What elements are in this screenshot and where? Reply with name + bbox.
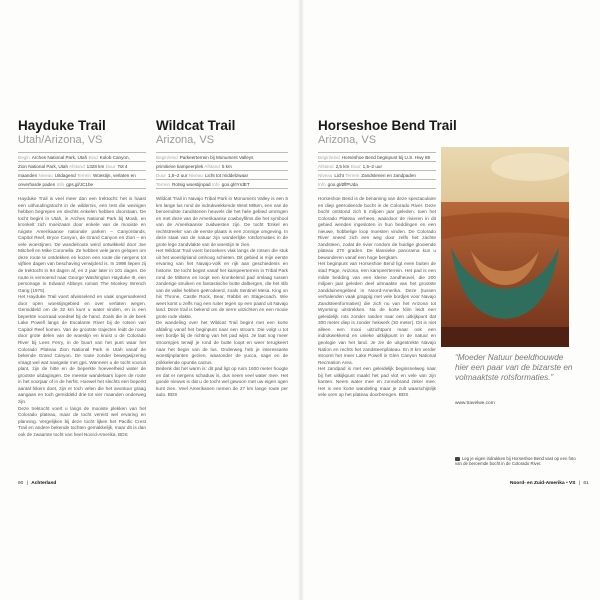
fact-value: onverharde paden xyxy=(18,181,57,187)
fact-key: Duur xyxy=(105,163,116,169)
fact-value: Licht tot middelzwaar xyxy=(204,172,249,178)
source-website: www.travelwe.com xyxy=(455,401,495,406)
fact-key: Duur xyxy=(350,163,361,169)
fact-value: 1328 km xyxy=(86,163,106,169)
fact-row xyxy=(156,171,288,180)
fact-row xyxy=(18,162,146,171)
body-paragraph: De wandeling over het Wildcat Trail begint met een korte afdaling vanaf het beginpunt naar een stroom. Die volgt u tot een bordje bij de richting van het pad wijst. Je laat nog meer stroompjes terwijl je rond de butte loopt en weer terugkeert naar het begin van de lus. Onderweg heb je interessante woestijnplanten gezien, waaronder de yucca, sage en de prikkelende opuntia cactus. xyxy=(156,320,288,365)
body-paragraph: Het Hayduke Trail voert afwisselend en vaak ongemarkeerd door open woestijngebied en over verlaten wegen. Gemiddeld om de 32 km kunt u water vinden, en is een beperkte voorraad voedsel bij de hand. Zoals die in de beek Lake Powell langs de Escalante River bij de rotsen van Capitol Reef komen. Van de grootste trajecten leidt de route door grote delen van de woestijn en kruist u de Colorado River bij Lees Ferry, in de buurt van het punt waar het Colorado Plateau Zion National Park in Utah vanaf de bekende Grand Canyon. De route zonder bewegwijzering vraagt wel wat navigatie met gps. Wanneer u de tocht vooruit plant, zijn de hitte en de beperkte hoeveelheid water de grootste uitdagingen. De meeste wandelaars lopen de route in het voorjaar of in de herfst. Hoewel het slechts een beperkt aantal hikers doet, zijn er toch velen die het avontuur graag aangaan en toch gemiddeld drie tot vier maanden onderweg zijn. xyxy=(18,294,146,404)
fact-key: Afstand xyxy=(204,163,220,169)
body-paragraph: Wildcat Trail in Navajo Tribal Park in Monument Valley is een 5 km lange lus rond de indrukwekkende West Mitten, een van de beroemdste zandstenen heuvels die het hele gebied omringen en met deze van de Amerikaanse cowboyfilms die het symbool van de Amerikaanse zuidwesten zijn. De tocht 'Enkel en rechtstreeks' van de eerste plaats is een zonnige omgeving. In deze staat van de natuur zijn wonderlijke rotsformaties in de grote lege zandvlakte van de woestijn te zien. xyxy=(156,196,288,247)
body-paragraph: Horseshoe Bend is de benaming van deze spectaculaire en diep geërodeerde bocht in de Colorado River. Deze bocht ontstond zich 5 miljoen jaar geleden, toen het Colorado Plateau verhees, waardoor de rivieren in dit gebied wenden ingesloten in hun beddingen en een nieuwe, hobbelige loop moesten vinden. De Colorado River sneed zich een weg door zelfs het zachte zandsteen, zodat de rivier rondom de huidige glooiende plateau 270 graden. De klassieke panorama kun u bewonderen vanaf een hoge bergkam. xyxy=(318,196,436,260)
fact-key: Niveau xyxy=(188,172,203,178)
page-gutter xyxy=(298,0,304,600)
fact-value: gps.gl/JC1be xyxy=(66,181,94,187)
fact-value: Horseshoe Bend beginpunt bij U.S. Hwy 89 xyxy=(341,154,431,160)
body-paragraph: Hayduke Trail is veel meer dan een trektocht: het is haast een uithoudingstocht in de wildernis, een test die weinigen hebben begrepen en slechts enkelen hebben doorstaan. De tocht begint in Utah, in Arches National Park bij Moab, en kronkelt zich moeizaam door enkele van de mooiste en ruigste Amerikaanse nationale parken – Canyonlands, Capitol Reef, Bryce Canyon, de Grand Canyon en Zion – en vele woestijnen. De wandelroute werd ontwikkeld door Joe Mitchell en Mike Coronella. Ze hebben vele jaren gelopen om deze route te ontdekken en kozen een route die nergens tot vijftien dagen van beschaving verwijderd is. In 1998 liepen zij de trektocht in 94 dagen af, en 2 jaar later in 101 dagen. De route is vernoemd naar George Washington Hayduke III, een personage in Edward Abbeys roman The Monkey Wrench Gang (1975). xyxy=(18,196,146,293)
horseshoe-subtitle: Arizona, VS xyxy=(318,134,377,146)
fact-key: Terrein xyxy=(76,172,91,178)
horseshoe-facts xyxy=(318,152,436,189)
fact-value: Zion National Park, Utah xyxy=(18,163,70,169)
fact-row xyxy=(318,171,436,180)
fact-key: Niveau xyxy=(318,172,333,178)
canyon-illustration xyxy=(441,147,569,347)
right-region-name: VS xyxy=(569,481,576,486)
fact-value: Kolob Canyon, xyxy=(99,154,130,160)
photo-caption xyxy=(455,456,580,466)
fact-row xyxy=(318,162,436,171)
fact-value: primitieve kampeerplek xyxy=(156,163,205,169)
fact-key: Duur xyxy=(156,172,166,178)
hayduke-column xyxy=(18,118,146,438)
hayduke-body xyxy=(18,196,146,438)
wildcat-column xyxy=(156,118,288,399)
hayduke-subtitle: Utah/Arizona, VS xyxy=(18,134,103,146)
fact-row xyxy=(318,153,436,162)
right-page-number: 61 xyxy=(583,481,589,486)
left-page-number: 60 xyxy=(18,481,24,486)
fact-value: goo.gl/ØfPUda xyxy=(327,181,358,187)
hayduke-title: Hayduke Trail xyxy=(18,118,106,133)
wildcat-subtitle: Arizona, VS xyxy=(156,134,215,146)
body-paragraph: Het beginpunt van Horseshoe Bend ligt even buiten de stad Page, Arizona, een kampeerterrein. Het pad is een milde bedding van een kleine zandheuvel, die 200 miljoen jaar geleden deel uitmaakte van het grootste zandduinengebied in Noord-Amerika. Deze (tussen verhalenden vaak grappig met vele bordjes voor Navajo Zandsteenformaties) die zich nu van het Arizona tot Wyoming uitstrekken. Na de korte klim leidt een geleidelijk rots zonder randen naar een uitkijkpunt dat 300 meter diep is zonder hekwerk (30 meter). Dit is niet alleen een mooi uitzichtpunt maar ook een indrukwekkend en unieke uitkijkpunt in de natuur en geologie van het land. Je zie de uitgestrekte Navajo Nation en rechts het zandsteenplateau. En 8 km verder stroomt het meer Lake Powell in Glen Canyon National Recreation Area. xyxy=(318,261,436,365)
left-section-name: Achterland xyxy=(31,481,57,486)
fact-row xyxy=(18,153,146,162)
wildcat-facts xyxy=(156,152,288,189)
fact-value: 1,5–2 uur xyxy=(362,163,383,169)
fact-row xyxy=(156,180,288,189)
right-page-footer: Noord- en Zuid-Amerika • VS | 61 xyxy=(510,481,589,486)
fact-key: Begin/eind xyxy=(318,154,340,160)
caption-text: Leg je eigen indrukken bij Horseshoe Bend vast op een foto van de beroemde bocht in de Colorado River. xyxy=(455,456,576,467)
fact-row xyxy=(318,180,436,189)
fact-key: Terrein xyxy=(156,181,171,187)
body-paragraph: Bedenk dat het warm is: dit pad ligt op ruim 1600 meter hoogte en dat er nergens schaduw is, dus neem veel water mee. Het goede nieuws is dat u de tocht wel gewoon met uw eigen ogen kunt zien. Veel Amerikanen nemen de 27 km lange route per auto. BDS xyxy=(156,366,288,398)
fact-value: 2,5 km xyxy=(335,163,351,169)
body-paragraph: Deze trektocht voert u langs de mooiste plekken van het Colorado plateau, maar de tocht vereist wel ervaring en planning. Vergelijken bij deze tocht lijken het Pacific Crest Trail en andere bekende tochten gemakkelijk, maar dit is dan ook de zwaarste tocht van heel Noord-Amerika. BDS xyxy=(18,405,146,437)
fact-key: Niveau xyxy=(38,172,53,178)
horseshoe-column xyxy=(318,118,457,399)
wildcat-body xyxy=(156,196,288,399)
fact-row xyxy=(156,162,288,171)
fact-key: Begin xyxy=(18,154,30,160)
horseshoe-title: Horseshoe Bend Trail xyxy=(318,118,457,133)
fact-value: Rotsig woestijnpad xyxy=(172,181,212,187)
right-section-name: Noord- en Zuid-Amerika xyxy=(510,481,565,486)
fact-value: Licht xyxy=(334,172,346,178)
fact-value: Zandstenen en zandpaden xyxy=(361,172,416,178)
fact-key: Afstand xyxy=(69,163,85,169)
fact-value: Arches National Park, Utah xyxy=(31,154,89,160)
hayduke-facts xyxy=(18,152,146,189)
fact-key: Eind xyxy=(88,154,98,160)
fact-value: goo.gl/IYrdET xyxy=(221,181,250,187)
fact-key: Info xyxy=(211,181,220,187)
fact-value: Tot 4 xyxy=(117,163,128,169)
fact-key: Terrein xyxy=(345,172,360,178)
fact-value: Uitdagend xyxy=(54,172,77,178)
fact-row xyxy=(18,180,146,189)
fact-row xyxy=(18,171,146,180)
fact-key: Info xyxy=(318,181,326,187)
body-paragraph: Het Wildcat Trail voert bezoekers vlak langs de rotsen die stuk uit het woestijnland omhoog schieten. Dit gebied is mijn eerste ervaring van het Navajo-volk en rijk aan geschiedenis en historie. De tocht begint vanaf het kampeerterrein in Tribal Park rond de Mittens en loopt een kronkelend pad omlaag tussen zanderige struiken en fantastische butte dalbergen, die het slib van de vallei hebben geërodeerd, zoals Sentinel Mesa, King on his Throne, Castle Rock, Bear, Rabbit en Stagecoach. Wie weet komt u zelfs nog een ruiter tegen op een paard uit Navajo land. Deze trail is bekend om de verre uitzichten en een mooie grote rode vlakte. xyxy=(156,248,288,319)
fact-key: Begin/eind xyxy=(156,154,178,160)
horseshoe-body xyxy=(318,196,436,399)
pull-quote: “Moeder Natuur beeldhouwde hier een paar van de bizarste en volmaaktste rotsformaties.” xyxy=(455,353,573,382)
fact-value: 1,5–2 uur xyxy=(167,172,189,178)
left-page-footer: 60 | Achterland xyxy=(18,481,57,486)
body-paragraph: Het zandpad is met een geleidelijk beginsnelweg naar bij het uitkijkpunt maakt het pad vlot en vele van zijn kanten. Neem water mee en zonnebrand zeker mee. Het is een korte wandeling maar je zult waarschijnlijk vele uren op het plateau doorbrengen. BDS xyxy=(318,366,436,398)
fact-row xyxy=(156,153,288,162)
fact-key: Info xyxy=(56,181,65,187)
horseshoe-bend-photo xyxy=(441,147,569,347)
fact-value: maanden xyxy=(18,172,39,178)
fact-value: 5 km xyxy=(221,163,232,169)
fact-value: Parkeerterrein bij Monument Valleys xyxy=(179,154,254,160)
fact-value: Woestijn, verlaten en xyxy=(92,172,136,178)
fact-key: Afstand xyxy=(318,163,334,169)
wildcat-title: Wildcat Trail xyxy=(156,118,236,133)
